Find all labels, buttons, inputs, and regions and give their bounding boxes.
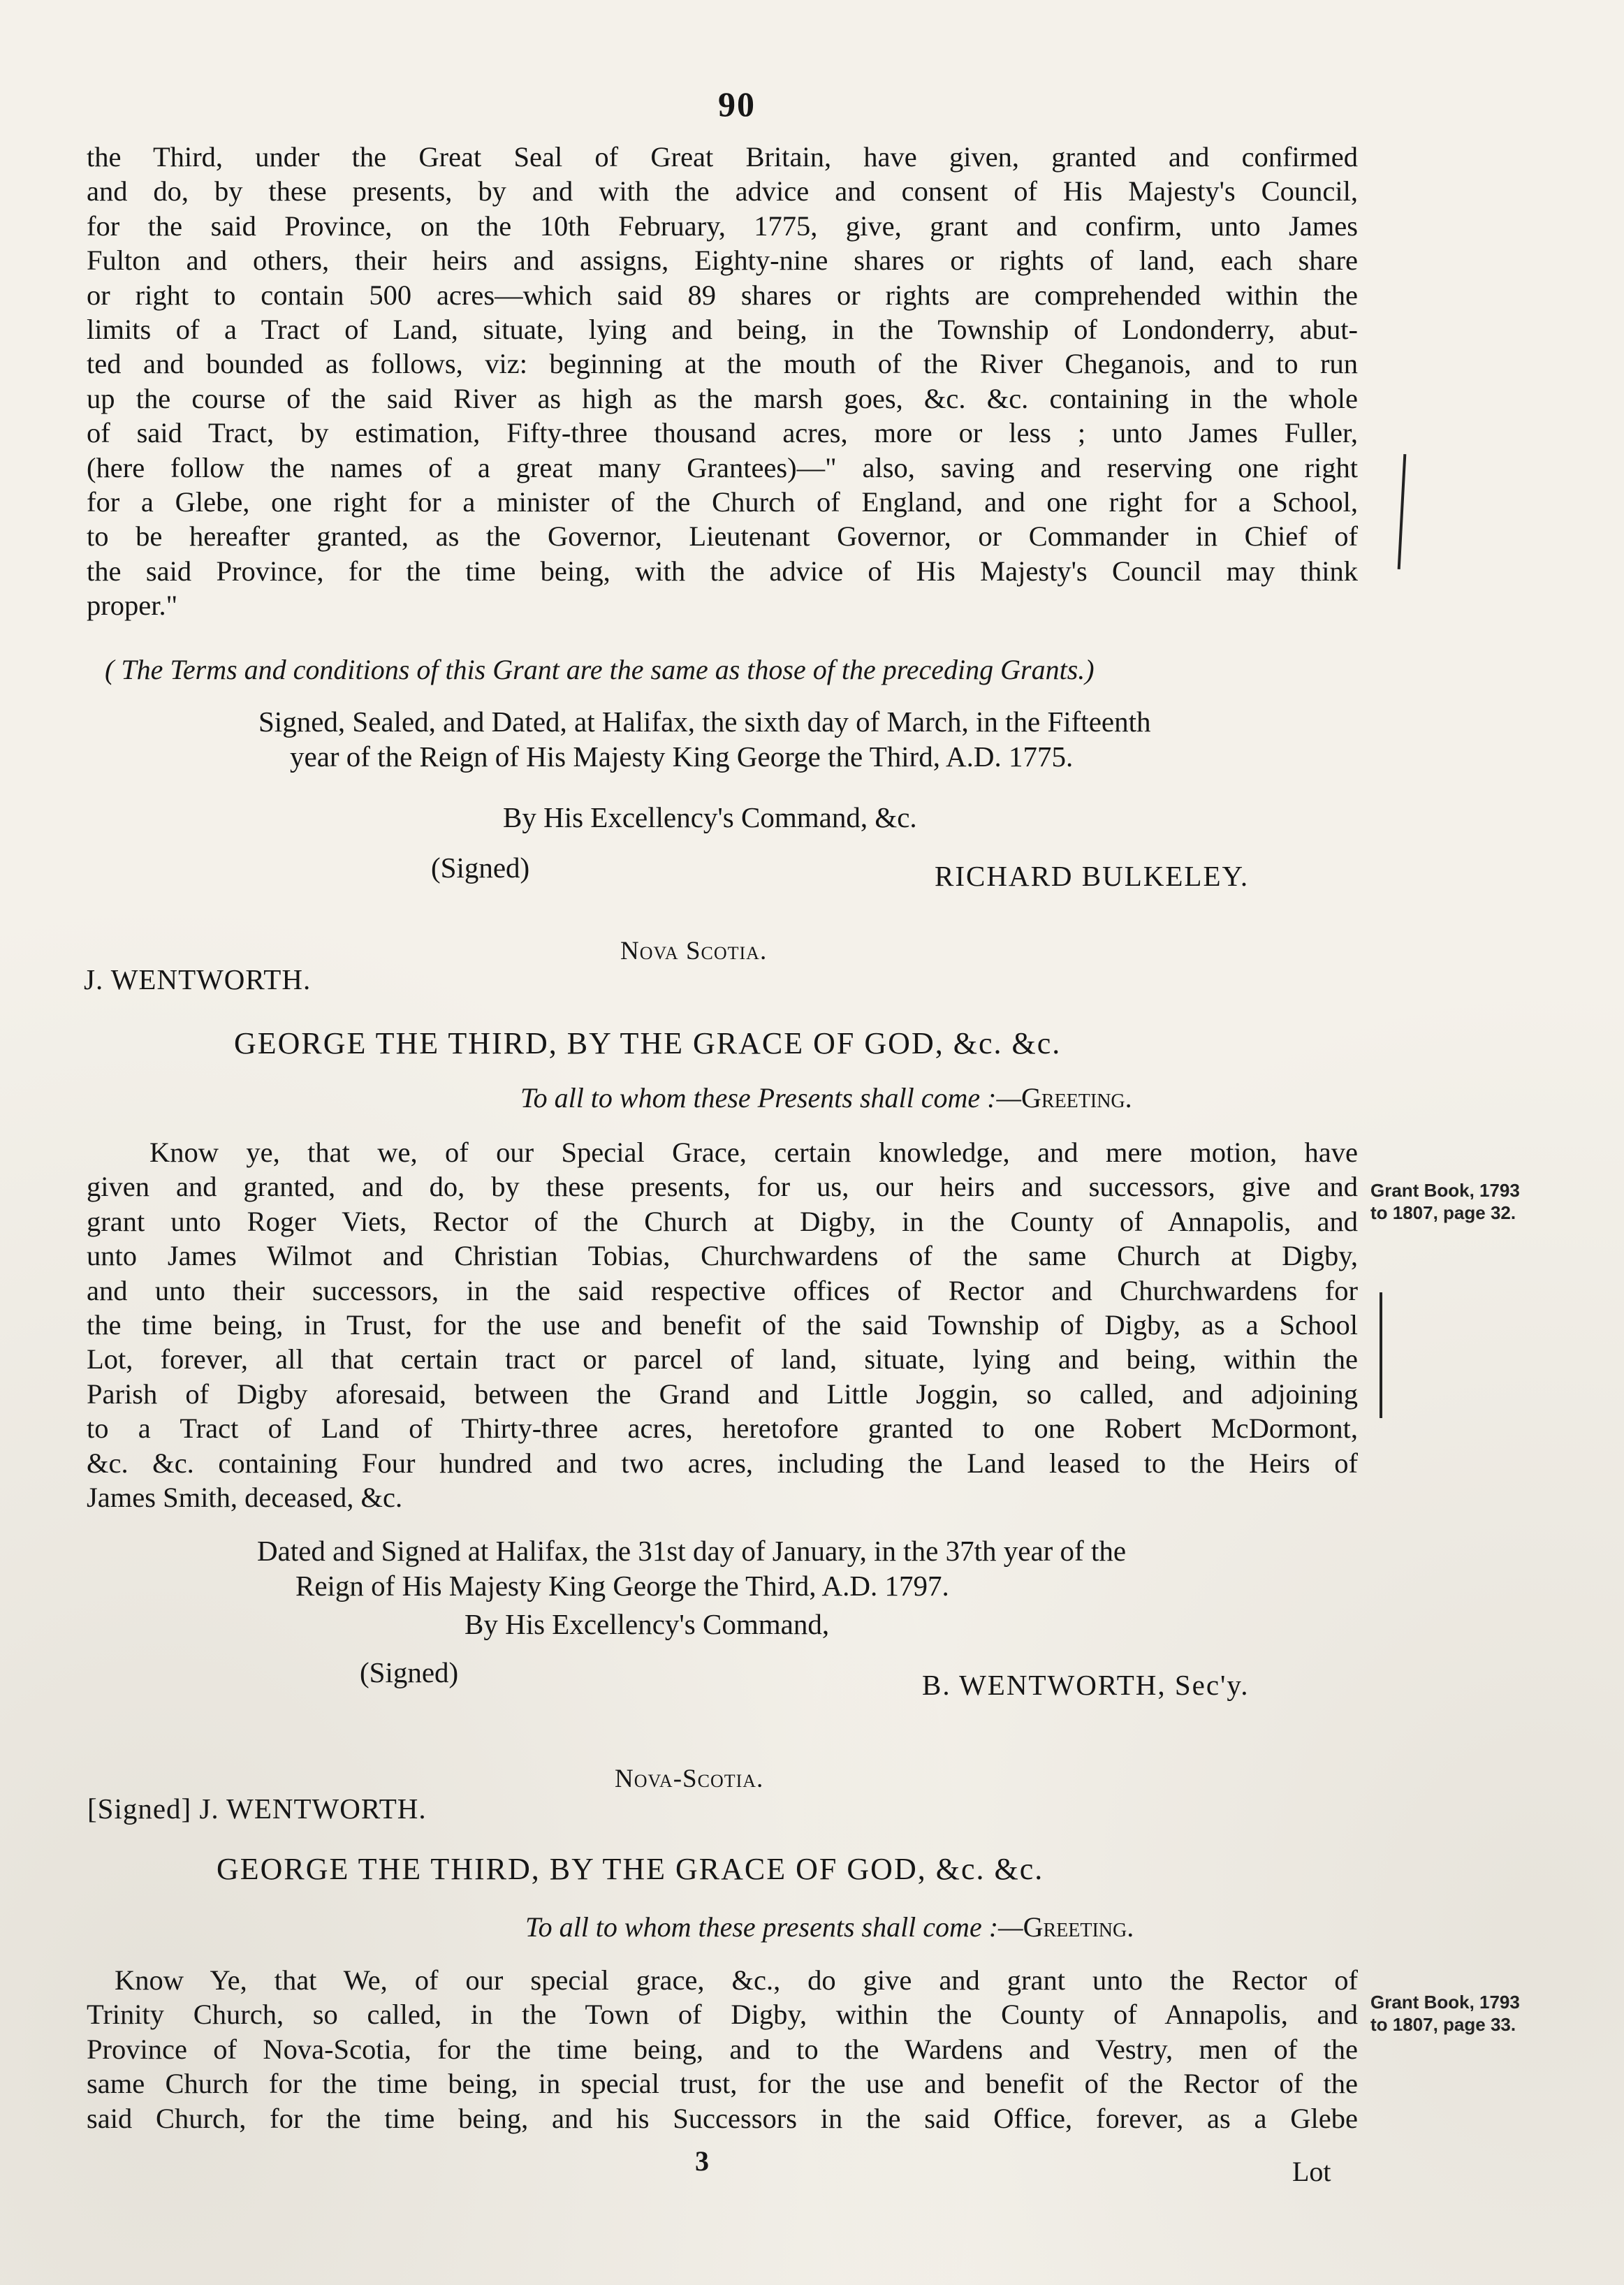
governor-signature: J. WENTWORTH. <box>84 963 312 995</box>
margin-note-line: Grant Book, 1793 <box>1370 1180 1520 1201</box>
signed-label: (Signed) <box>360 1656 459 1688</box>
text-line: limits of a Tract of Land, situate, lying and being, in the Township of Londonderry, abut- <box>87 314 1358 346</box>
text-line: the time being, in Trust, for the use and benefit of the said Township of Digby, as a School <box>87 1309 1358 1341</box>
text-line: Parish of Digby aforesaid, between the Grand and Little Joggin, so called, and adjoining <box>87 1378 1358 1410</box>
greeting-word: Greeting. <box>1021 1082 1132 1114</box>
dated-and-signed <box>257 1533 1126 1603</box>
signatory-name: RICHARD BULKELEY. <box>935 860 1250 892</box>
text-line: James Smith, deceased, &c. <box>87 1482 403 1514</box>
text-line: given and granted, and do, by these presents, for us, our heirs and successors, give and <box>87 1171 1358 1203</box>
greeting-line <box>525 1911 1134 1943</box>
grant-text-2 <box>87 1135 1358 1514</box>
greeting-word: Greeting. <box>1023 1911 1134 1943</box>
text-line: Signed, Sealed, and Dated, at Halifax, the sixth day of March, in the Fifteenth <box>258 706 1151 738</box>
text-line: Trinity Church, so called, in the Town of Digby, within the County of Annapolis, and <box>87 1999 1358 2031</box>
greeting-line <box>520 1081 1132 1114</box>
text-line: proper." <box>87 590 178 622</box>
greeting-text: To all to whom these presents shall come :— <box>525 1911 1023 1943</box>
signatory-name: B. WENTWORTH, Sec'y. <box>922 1669 1250 1701</box>
text-line: grant unto Roger Viets, Rector of the Church at Digby, in the County of Annapolis, and <box>87 1205 1358 1237</box>
catchword: Lot <box>1292 2156 1331 2187</box>
text-line: Province of Nova-Scotia, for the time being, and to the Wardens and Vestry, men of the <box>87 2033 1358 2065</box>
grant-text-3 <box>87 1963 1358 2136</box>
text-line: year of the Reign of His Majesty King George the Third, A.D. 1775. <box>290 740 1074 773</box>
text-line: for a Glebe, one right for a minister of the Church of England, and one right for a School, <box>87 486 1358 518</box>
text-line: or right to contain 500 acres—which said 89 shares or rights are comprehended within the <box>87 279 1358 311</box>
proclamation-heading: GEORGE THE THIRD, BY THE GRACE OF GOD, &c. &c. <box>217 1852 1044 1886</box>
text-line: (here follow the names of a great many Grantees)—" also, saving and reserving one right <box>87 451 1358 483</box>
text-line: same Church for the time being, in special trust, for the use and benefit of the Rector of the <box>87 2068 1358 2100</box>
text-line: of said Tract, by estimation, Fifty-three thousand acres, more or less ; unto James Fuller, <box>87 417 1358 449</box>
province-heading: Nova-Scotia. <box>615 1765 764 1793</box>
province-heading: Nova Scotia. <box>620 937 768 965</box>
text-line: the said Province, for the time being, with the advice of His Majesty's Council may think <box>87 555 1358 587</box>
text-line: and do, by these presents, by and with the advice and consent of His Majesty's Council, <box>87 175 1358 207</box>
text-line: up the course of the said River as high as the marsh goes, &c. &c. containing in the whole <box>87 382 1358 414</box>
text-line: ted and bounded as follows, viz: beginning at the mouth of the River Cheganois, and to run <box>87 348 1358 380</box>
text-line: Know ye, that we, of our Special Grace, certain knowledge, and mere motion, have <box>149 1137 1358 1168</box>
text-line: &c. &c. containing Four hundred and two acres, including the Land leased to the Heirs of <box>87 1447 1358 1479</box>
command-line: By His Excellency's Command, &c. <box>503 801 917 833</box>
terms-note: ( The Terms and conditions of this Grant are the same as those of the preceding Grants.) <box>105 654 1095 685</box>
text-line: Lot, forever, all that certain tract or parcel of land, situate, lying and being, within the <box>87 1343 1358 1375</box>
text-line: Dated and Signed at Halifax, the 31st day of January, in the 37th year of the <box>257 1535 1127 1567</box>
page-number: 90 <box>718 85 756 124</box>
margin-note-line: to 1807, page 32. <box>1370 1202 1516 1223</box>
text-line: and unto their successors, in the said respective offices of Rector and Churchwardens for <box>87 1274 1358 1306</box>
text-line: the Third, under the Great Seal of Great Britain, have given, granted and confirmed <box>87 141 1358 173</box>
command-line: By His Excellency's Command, <box>464 1608 830 1640</box>
text-line: said Church, for the time being, and his Successors in the said Office, forever, as a Glebe <box>87 2102 1358 2134</box>
proclamation-heading: GEORGE THE THIRD, BY THE GRACE OF GOD, &c. &c. <box>234 1026 1062 1060</box>
margin-bracket <box>1380 1292 1382 1418</box>
margin-note-grant-book <box>1370 1991 1520 2036</box>
text-line: for the said Province, on the 10th February, 1775, give, grant and confirm, unto James <box>87 210 1358 242</box>
governor-signature: [Signed] J. WENTWORTH. <box>87 1793 427 1825</box>
text-line: to a Tract of Land of Thirty-three acres, heretofore granted to one Robert McDormont, <box>87 1412 1358 1445</box>
margin-note-line: to 1807, page 33. <box>1370 2014 1516 2035</box>
margin-note-line: Grant Book, 1793 <box>1370 1992 1520 2013</box>
text-line: to be hereafter granted, as the Governor, Lieutenant Governor, or Commander in Chief of <box>87 520 1358 553</box>
margin-bracket <box>1398 454 1407 569</box>
signed-label: (Signed) <box>431 852 530 884</box>
grant-text-1 <box>87 140 1358 623</box>
text-line: unto James Wilmot and Christian Tobias, Churchwardens of the same Church at Digby, <box>87 1240 1358 1272</box>
signed-sealed-dated <box>258 704 1151 774</box>
text-line: Know Ye, that We, of our special grace, &c., do give and grant unto the Rector of <box>115 1964 1358 1996</box>
greeting-text: To all to whom these Presents shall come :— <box>520 1082 1022 1114</box>
text-line: Fulton and others, their heirs and assigns, Eighty-nine shares or rights of land, each share <box>87 244 1358 277</box>
printer-signature-mark: 3 <box>695 2145 709 2177</box>
margin-note-grant-book <box>1370 1179 1520 1224</box>
text-line: Reign of His Majesty King George the Third, A.D. 1797. <box>295 1570 949 1602</box>
